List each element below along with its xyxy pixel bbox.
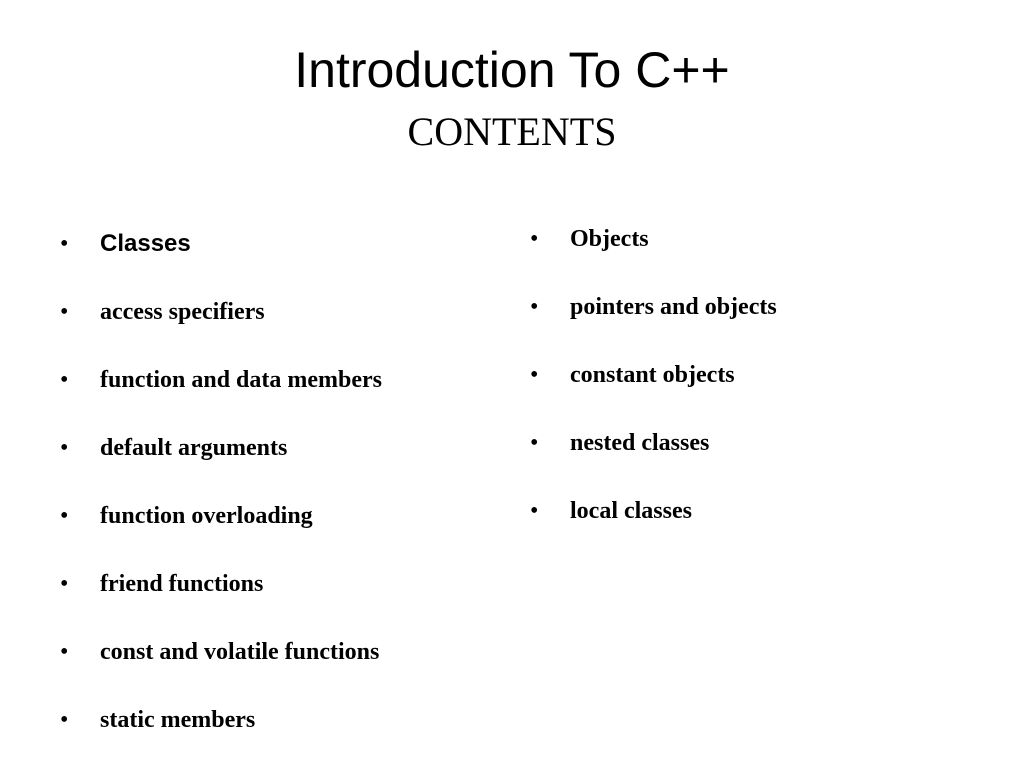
bullet-icon: • — [530, 498, 539, 524]
list-item-label: default arguments — [100, 435, 288, 461]
list-item-label: function overloading — [100, 503, 313, 529]
bullet-icon: • — [530, 430, 539, 456]
list-item-label: constant objects — [570, 362, 735, 388]
list-item — [60, 229, 382, 297]
list-item-label: nested classes — [570, 430, 710, 456]
list-item — [60, 365, 382, 433]
list-item — [60, 297, 382, 365]
list-item — [60, 569, 382, 637]
list-item-label: const and volatile functions — [100, 639, 380, 665]
list-item-label: Classes — [100, 230, 191, 257]
slide-subtitle: CONTENTS — [407, 109, 617, 154]
list-item-label: static members — [100, 707, 256, 733]
bullet-icon: • — [60, 571, 69, 597]
right-bullet-list — [530, 224, 777, 564]
list-item — [530, 292, 777, 360]
bullet-icon: • — [60, 639, 69, 665]
bullet-icon: • — [60, 707, 69, 733]
list-item — [530, 496, 777, 564]
list-item — [60, 433, 382, 501]
list-item — [530, 224, 777, 292]
list-item — [60, 501, 382, 569]
bullet-icon: • — [530, 294, 539, 320]
bullet-icon: • — [60, 299, 69, 325]
bullet-icon: • — [60, 435, 69, 461]
slide-title: Introduction To C++ — [294, 42, 730, 98]
bullet-icon: • — [530, 226, 539, 252]
list-item — [60, 705, 382, 773]
bullet-icon: • — [60, 367, 69, 393]
bullet-icon: • — [530, 362, 539, 388]
list-item-label: pointers and objects — [570, 294, 777, 320]
list-item — [60, 637, 382, 705]
list-item-label: Objects — [570, 226, 649, 252]
list-item-label: friend functions — [100, 571, 264, 597]
left-bullet-list — [60, 229, 382, 773]
bullet-icon: • — [60, 503, 69, 529]
list-item-label: local classes — [570, 498, 692, 524]
bullet-icon: • — [60, 231, 69, 257]
list-item-label: access specifiers — [100, 299, 265, 325]
list-item — [530, 428, 777, 496]
list-item — [530, 360, 777, 428]
list-item-label: function and data members — [100, 367, 383, 393]
